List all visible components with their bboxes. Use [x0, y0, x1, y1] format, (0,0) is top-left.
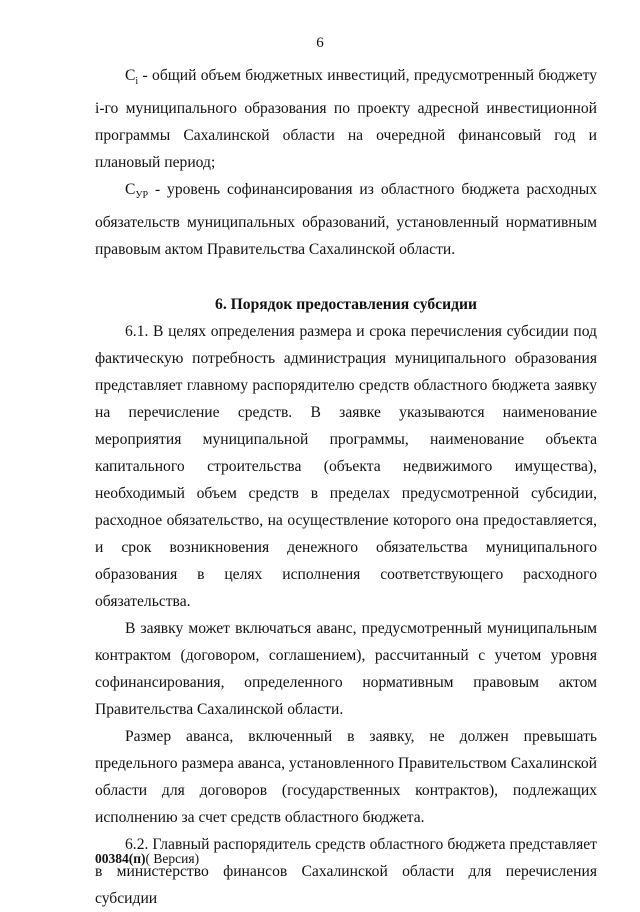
symbol-c: C [125, 181, 136, 199]
paragraph: 6.1. В целях определения размера и срока перечисления субсидии под фактическую потребность администрация муниципального образования представляет главному распорядителю средств областного бюджета заявку на перечисление средств. В заявке указываются наименование мероприятия муниципальной программы, наименование объекта капитального строительства (объекта недвижимого имущества), необходимый объем средств в пределах предусмотренной субсидии, расходное обязательство, на осуществление которого она предоставляется, и срок возникновения денежного обязательства муниципального образования в целях исполнения соответствующего расходного обязательства. [95, 323, 597, 611]
document-code: 00384(п) [95, 851, 146, 866]
section-heading: 6. Порядок предоставления субсидии [215, 296, 477, 314]
paragraph: В заявку может включаться аванс, предусмотренный муниципальным контрактом (договором, соглашением), рассчитанный с учетом уровня софинансирования, определенного нормативным правовым актом Правительства Сахалинской области. [95, 620, 597, 719]
paragraph: Размер аванса, включенный в заявку, не должен превышать предельного размера аванса, установленного Правительством Сахалинской области для договоров (государственных контрактов), подлежащих исполнению за счет средств областного бюджета. [95, 728, 597, 827]
definition-text: - уровень софинансирования из областного бюджета расходных обязательств муниципальных образований, установленный нормативным правовым актом Правительства Сахалинской области. [95, 181, 597, 259]
symbol-subscript: i [135, 76, 139, 88]
document-version: ( Версия) [145, 851, 200, 866]
document-footer [95, 851, 199, 867]
definition-cyr [95, 176, 597, 263]
definition-ci [95, 62, 597, 176]
page-number: 6 [316, 35, 324, 51]
definition-text: - общий объем бюджетных инвестиций, предусмотренный бюджету i-го муниципального образования по проекту адресной инвестиционной программы Сахалинской области на очередной финансовый год и плановый период; [95, 67, 597, 172]
symbol-c: C [125, 67, 136, 84]
paragraph: 6.2. Главный распорядитель средств областного бюджета представляет в министерство финансов Сахалинской области для перечисления субсидии [95, 836, 597, 908]
document-body [95, 62, 597, 912]
symbol-subscript: УР [135, 190, 149, 202]
